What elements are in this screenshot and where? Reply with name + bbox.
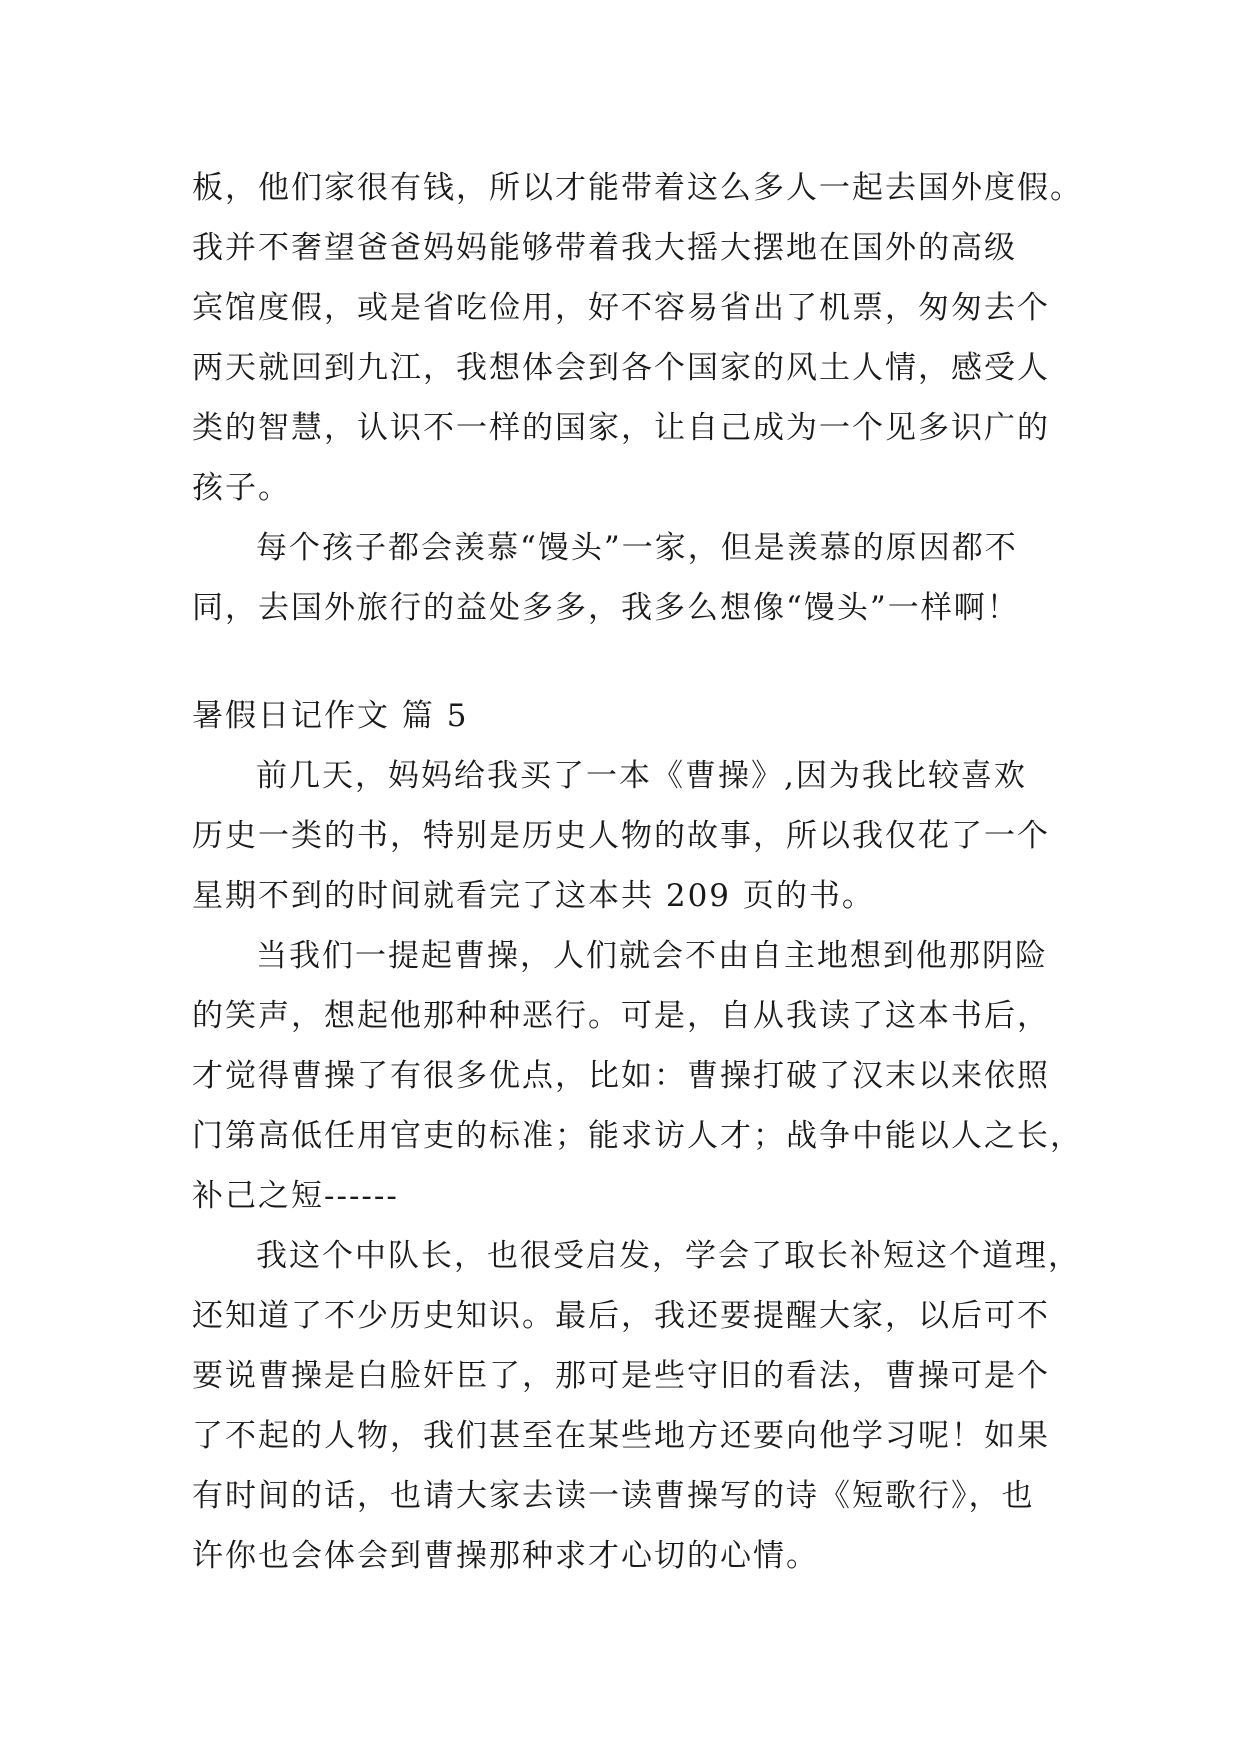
text-line: 每个孩子都会羡慕“馒头”一家，但是羡慕的原因都不 <box>256 530 1018 566</box>
text-line: 才觉得曹操了有很多优点，比如：曹操打破了汉末以来依照 <box>192 1058 1050 1094</box>
text-line: 星期不到的时间就看完了这本共 209 页的书。 <box>192 878 875 914</box>
text-line: 孩子。 <box>192 470 291 506</box>
document-page <box>192 158 1083 1586</box>
section-gap <box>192 638 1052 686</box>
text-line: 我这个中队长，也很受启发，学会了取长补短这个道理， <box>256 1238 1081 1274</box>
text-line: 当我们一提起曹操，人们就会不由自主地想到他那阴险 <box>256 938 1048 974</box>
text-line: 类的智慧，认识不一样的国家，让自己成为一个见多识广的 <box>192 410 1050 446</box>
paragraph-3 <box>192 1226 1081 1586</box>
section-title: 暑假日记作文 篇 5 <box>192 698 469 734</box>
intro-paragraph <box>192 158 1083 518</box>
text-line: 前几天，妈妈给我买了一本《曹操》,因为我比较喜欢 <box>256 758 1027 794</box>
text-line: 的笑声，想起他那种种恶行。可是，自从我读了这本书后， <box>192 998 1050 1034</box>
text-line: 要说曹操是白脸奸臣了，那可是些守旧的看法，曹操可是个 <box>192 1358 1050 1394</box>
text-line: 有时间的话，也请大家去读一读曹操写的诗《短歌行》，也 <box>192 1478 1035 1514</box>
text-line: 门第高低任用官吏的标准；能求访人才；战争中能以人之长， <box>192 1118 1083 1154</box>
text-line: 还知道了不少历史知识。最后，我还要提醒大家，以后可不 <box>192 1298 1050 1334</box>
text-line: 宾馆度假，或是省吃俭用，好不容易省出了机票，匆匆去个 <box>192 290 1050 326</box>
closing-paragraph <box>192 518 1052 638</box>
paragraph-1 <box>192 746 1052 926</box>
text-line: 我并不奢望爸爸妈妈能够带着我大摇大摆地在国外的高级 <box>192 230 1017 266</box>
text-line: 板，他们家很有钱，所以才能带着这么多人一起去国外度假。 <box>192 170 1083 206</box>
paragraph-2 <box>192 926 1083 1226</box>
text-line: 补己之短------ <box>192 1178 399 1214</box>
text-line: 历史一类的书，特别是历史人物的故事，所以我仅花了一个 <box>192 818 1050 854</box>
text-line: 了不起的人物，我们甚至在某些地方还要向他学习呢！如果 <box>192 1418 1050 1454</box>
text-line: 许你也会体会到曹操那种求才心切的心情。 <box>192 1538 819 1574</box>
text-line: 两天就回到九江，我想体会到各个国家的风土人情，感受人 <box>192 350 1050 386</box>
text-line: 同，去国外旅行的益处多多，我多么想像“馒头”一样啊！ <box>192 590 1020 626</box>
